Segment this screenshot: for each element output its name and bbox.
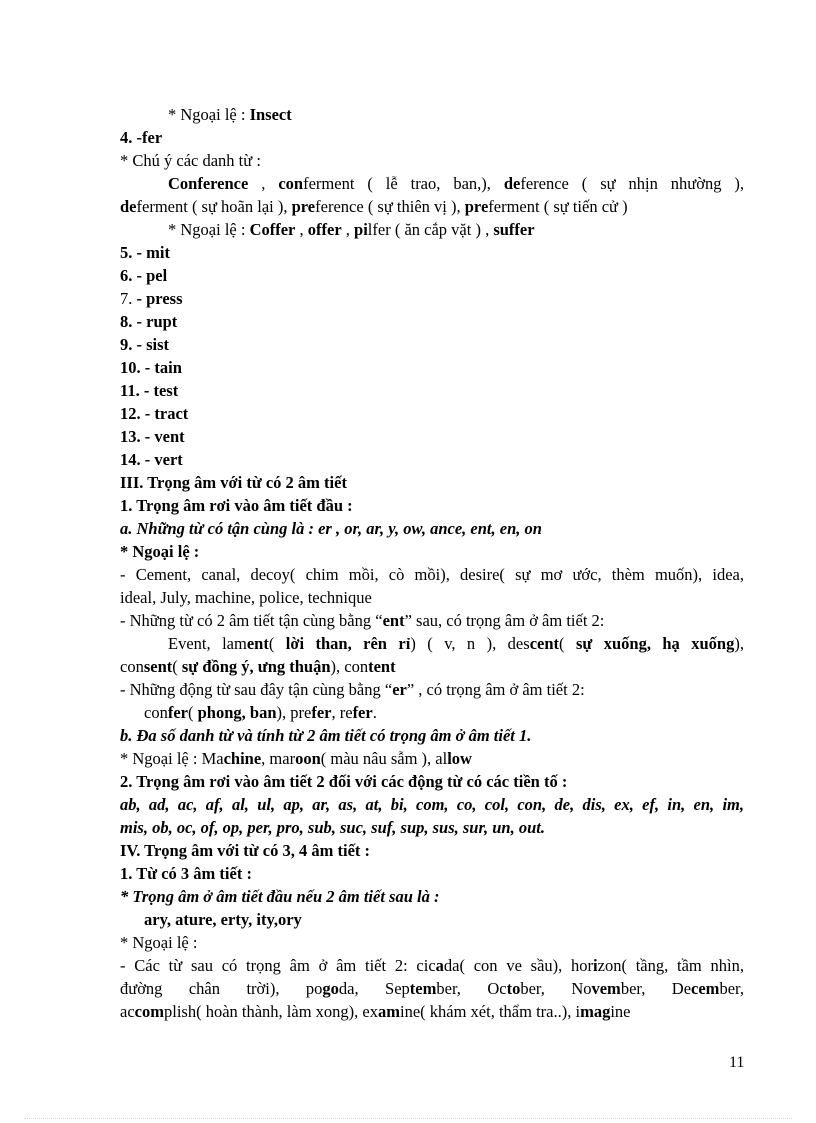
text-bold: cent <box>529 634 560 653</box>
ending-list: ary, ature, erty, ity,ory <box>144 910 302 929</box>
item-text: - vert <box>140 450 183 469</box>
item-number: 8. <box>120 312 133 331</box>
item-text: - mit <box>132 243 170 262</box>
text: ( sự hoãn lại ), <box>187 197 292 216</box>
note-nouns: * Chú ý các danh từ : <box>120 151 261 170</box>
text-bold: low <box>447 749 472 768</box>
item-number: 6. <box>120 266 133 285</box>
subsection-heading-2: 2. Trọng âm rơi vào âm tiết 2 đối với các động từ có các tiền tố : <box>120 772 568 791</box>
text: da, Sep <box>338 979 410 998</box>
text-bold: tent <box>368 657 396 676</box>
suffix-list-item <box>120 425 744 448</box>
text: ine( khám xét, thẩm tra..), i <box>400 1002 581 1021</box>
text: * Ngoại lệ : <box>168 220 250 239</box>
text: - Các từ sau có trọng âm ở âm tiết 2: cic <box>120 956 436 975</box>
fer-exceptions <box>120 218 744 241</box>
text-bold: oon <box>295 749 321 768</box>
item-number: 12. <box>120 404 141 423</box>
text: con <box>144 703 168 722</box>
item-number: 9. <box>120 335 133 354</box>
text: ( sự thiên vị ), <box>363 197 465 216</box>
item-number: 5. <box>120 243 133 262</box>
suffix-list-item <box>120 287 744 310</box>
page-bottom-divider <box>24 1118 792 1119</box>
item-text: - test <box>139 381 179 400</box>
text: , <box>341 220 355 239</box>
er-words <box>120 701 744 724</box>
text-bold: fer <box>311 703 332 722</box>
suffix-list-item <box>120 333 744 356</box>
item-text: - vent <box>140 427 185 446</box>
text: lfer <box>367 220 391 239</box>
text: * Ngoại lệ : Ma <box>120 749 224 768</box>
text: ), <box>734 634 744 653</box>
text: zon( tầng, tầm nhìn, <box>597 956 744 975</box>
suffix-list-item <box>120 356 744 379</box>
text-bold: a <box>435 956 444 975</box>
section-heading-iii: III. Trọng âm với từ có 2 âm tiết <box>120 473 347 492</box>
exception-heading: * Ngoại lệ : <box>120 542 200 561</box>
text: ference <box>520 174 569 193</box>
text-bold: pre <box>291 197 316 216</box>
text-bold: mag <box>580 1002 611 1021</box>
text-bold: er <box>392 680 407 699</box>
item-text: - rupt <box>132 312 178 331</box>
text-bold: Insect <box>249 105 292 124</box>
text: ( <box>172 657 182 676</box>
page-number: 11 <box>729 1054 745 1071</box>
text: ber, De <box>620 979 692 998</box>
section-heading-iv: IV. Trọng âm với từ có 3, 4 âm tiết : <box>120 841 371 860</box>
suffix-list-item <box>120 448 744 471</box>
text: ferment <box>136 197 188 216</box>
ent-note <box>120 609 744 632</box>
item-number: 11. <box>120 381 140 400</box>
text-bold: lời than, rên rỉ <box>285 634 411 653</box>
text-bold: ent <box>246 634 269 653</box>
text: đường chân trời), po <box>120 979 323 998</box>
subsection-heading-3-syllable: 1. Từ có 3 âm tiết : <box>120 864 252 883</box>
text-bold: Coffer <box>249 220 296 239</box>
text-bold: de <box>503 174 521 193</box>
text: ( <box>559 634 576 653</box>
document-body <box>120 103 744 1023</box>
text: ( sự nhịn nhường ), <box>568 174 745 193</box>
rule-a: a. Những từ có tận cùng là : er , or, ar, y, ow, ance, ent, en, on <box>120 519 542 538</box>
text-bold: suffer <box>493 220 535 239</box>
text-bold: de <box>120 197 137 216</box>
suffix-list-item <box>120 310 744 333</box>
exception-machine <box>120 747 744 770</box>
item-number: 7. <box>120 289 133 308</box>
text: ( ăn cắp vặt ) , <box>390 220 494 239</box>
suffix-list-item <box>120 402 744 425</box>
text-bold: am <box>378 1002 400 1021</box>
text: plish( hoàn thành, làm xong), ex <box>163 1002 378 1021</box>
exception-list-line-2: ideal, July, machine, police, technique <box>120 588 372 607</box>
text: - Những động từ sau đây tận cùng bằng “ <box>120 680 393 699</box>
item-number: 10. <box>120 358 141 377</box>
suffix-list-item <box>120 241 744 264</box>
text: ( sự tiến cử ) <box>539 197 628 216</box>
exception-list-line-1: - Cement, canal, decoy( chim mồi, cò mồi), desire( sự mơ ước, thèm muốn), idea, <box>120 565 744 584</box>
text: ber, Oc <box>436 979 507 998</box>
three-syllable-exceptions-line-3 <box>120 1000 744 1023</box>
text: ac <box>120 1002 135 1021</box>
text-bold: con <box>278 174 304 193</box>
three-syllable-exceptions-line-2 <box>120 977 744 1000</box>
text: ( lễ trao, ban,), <box>354 174 504 193</box>
item-text: - sist <box>132 335 170 354</box>
text-bold: sent <box>143 657 173 676</box>
text: , mar <box>261 749 296 768</box>
text: , <box>295 220 308 239</box>
item-text: - tain <box>140 358 182 377</box>
exception-insect <box>120 103 744 126</box>
text-bold: fer <box>352 703 373 722</box>
text: ber, <box>719 979 744 998</box>
text-bold: pre <box>464 197 489 216</box>
text: ), pre <box>276 703 312 722</box>
text: ( màu nâu sẫm ), al <box>320 749 448 768</box>
text: - Những từ có 2 âm tiết tận cùng bằng “ <box>120 611 383 630</box>
text-bold: offer <box>307 220 342 239</box>
text: ( <box>187 703 198 722</box>
text: con <box>120 657 144 676</box>
text: ferment <box>303 174 355 193</box>
prefix-list-line-1: ab, ad, ac, af, al, ul, ap, ar, as, at, bi, com, co, col, con, de, dis, ex, ef, in, en, im, <box>120 795 744 814</box>
text-bold: chine <box>223 749 262 768</box>
text: . <box>372 703 377 722</box>
item-text: - tract <box>140 404 189 423</box>
three-syllable-exceptions-line-1 <box>120 954 744 977</box>
item-text: - press <box>132 289 183 308</box>
text: , lam <box>206 634 247 653</box>
text-bold: com <box>134 1002 164 1021</box>
rule-first-syllable: * Trọng âm ở âm tiết đầu nếu 2 âm tiết sau là : <box>120 887 440 906</box>
text: ” sau, có trọng âm ở âm tiết 2: <box>404 611 605 630</box>
item-number: 13. <box>120 427 141 446</box>
text: ber, No <box>520 979 592 998</box>
fer-nouns-line-2 <box>120 195 744 218</box>
text: ( <box>268 634 286 653</box>
text: ” , có trọng âm ở âm tiết 2: <box>406 680 585 699</box>
text-bold: i <box>593 956 598 975</box>
text-bold: Conference <box>168 174 249 193</box>
suffix-heading-fer: 4. -fer <box>120 128 163 147</box>
text: ) ( v, n ), des <box>410 634 530 653</box>
text: ine <box>610 1002 631 1021</box>
text: da( con ve sầu), hor <box>443 956 594 975</box>
subsection-heading-1: 1. Trọng âm rơi vào âm tiết đầu : <box>120 496 353 515</box>
text: , re <box>331 703 353 722</box>
suffix-list-item <box>120 379 744 402</box>
text-bold: pi <box>354 220 368 239</box>
text: ference <box>315 197 364 216</box>
text-bold: sự xuống, hạ xuống <box>575 634 735 653</box>
ent-words-line-2 <box>120 655 744 678</box>
text-bold: fer <box>167 703 188 722</box>
rule-b: b. Đa số danh từ và tính từ 2 âm tiết có trọng âm ở âm tiết 1. <box>120 726 532 745</box>
text-bold: to <box>506 979 521 998</box>
text: * Ngoại lệ : <box>168 105 250 124</box>
text-bold: phong, ban <box>197 703 277 722</box>
text: Event <box>168 634 207 653</box>
exception-heading: * Ngoại lệ : <box>120 933 198 952</box>
text: ), con <box>330 657 369 676</box>
fer-nouns-line-1 <box>120 172 744 195</box>
text-bold: ent <box>382 611 405 630</box>
suffix-list-item <box>120 264 744 287</box>
text-bold: cem <box>691 979 720 998</box>
text-bold: vem <box>591 979 621 998</box>
text-bold: go <box>322 979 339 998</box>
item-number: 14. <box>120 450 141 469</box>
text: ferment <box>488 197 540 216</box>
er-note <box>120 678 744 701</box>
item-text: - pel <box>132 266 168 285</box>
ent-words-line-1 <box>120 632 744 655</box>
text: , <box>248 174 279 193</box>
text-bold: sự đồng ý, ưng thuận <box>181 657 331 676</box>
prefix-list-line-2: mis, ob, oc, of, op, per, pro, sub, suc, suf, sup, sus, sur, un, out. <box>120 818 545 837</box>
text-bold: tem <box>409 979 437 998</box>
